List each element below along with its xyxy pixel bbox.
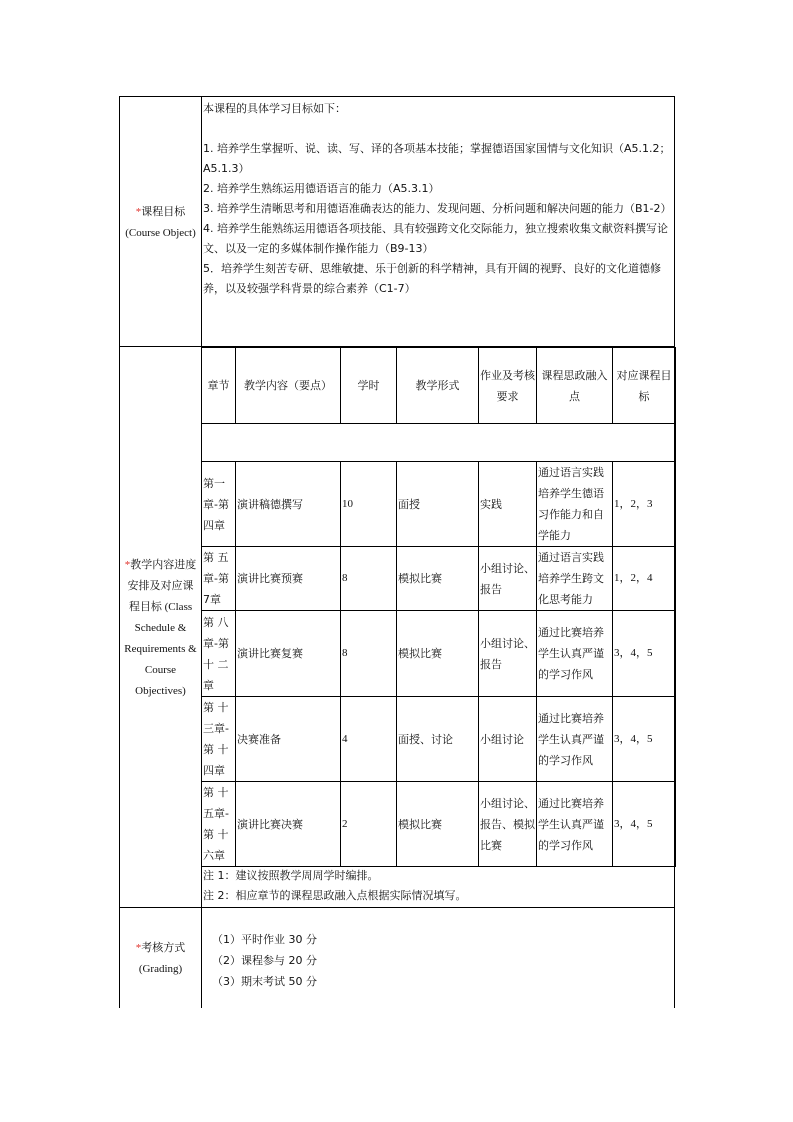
content-cell: 决赛准备 bbox=[236, 697, 341, 782]
header-hours: 学时 bbox=[341, 348, 397, 424]
grading-label bbox=[120, 938, 201, 980]
schedule-label-line: 程目标 (Class bbox=[128, 601, 193, 613]
schedule-label-line: Schedule & bbox=[134, 622, 187, 634]
objective-item: 1. 培养学生掌握听、说、读、写、译的各项基本技能；掌握德语国家国情与文化知识（A5.1.2；A5.1.3） bbox=[203, 142, 671, 175]
objectives-block bbox=[203, 99, 673, 299]
required-star: * bbox=[135, 942, 142, 954]
goals-cell: 1，2，4 bbox=[613, 547, 676, 611]
schedule-notes bbox=[203, 866, 467, 906]
schedule-label-line: 教学内容进度 bbox=[130, 559, 197, 571]
objective-item: 3. 培养学生清晰思考和用德语准确表达的能力、发现问题、分析问题和解决问题的能力（B1-2） bbox=[203, 202, 672, 215]
schedule-label-line: Requirements & bbox=[124, 643, 197, 655]
chapter-cell: 第 十五章-第 十六章 bbox=[202, 782, 236, 867]
grading-item: （2）课程参与 20 分 bbox=[212, 954, 317, 967]
objectives-label-title: 课程目标 bbox=[141, 206, 186, 218]
form-cell: 面授 bbox=[397, 462, 479, 547]
schedule-label-line: Course bbox=[144, 664, 177, 676]
objectives-intro: 本课程的具体学习目标如下： bbox=[203, 102, 346, 115]
table-row bbox=[202, 462, 676, 547]
form-cell: 模拟比赛 bbox=[397, 782, 479, 867]
empty-cell bbox=[202, 424, 676, 462]
required-star: * bbox=[135, 206, 142, 218]
table-row bbox=[202, 611, 676, 697]
hours-cell: 8 bbox=[341, 611, 397, 697]
content-cell: 演讲比赛复赛 bbox=[236, 611, 341, 697]
required-star: * bbox=[124, 559, 131, 571]
hours-cell: 2 bbox=[341, 782, 397, 867]
hours-cell: 4 bbox=[341, 697, 397, 782]
grading-label-subtitle: (Grading) bbox=[138, 963, 183, 975]
header-content: 教学内容（要点） bbox=[236, 348, 341, 424]
form-cell: 面授、讨论 bbox=[397, 697, 479, 782]
content-cell: 演讲比赛预赛 bbox=[236, 547, 341, 611]
note-line: 注 1：建议按照教学周周学时编排。 bbox=[203, 869, 379, 882]
header-form: 教学形式 bbox=[397, 348, 479, 424]
homework-cell: 小组讨论、报告、模拟比赛 bbox=[479, 782, 537, 867]
schedule-label bbox=[120, 555, 201, 702]
hours-cell: 10 bbox=[341, 462, 397, 547]
objective-item: 4. 培养学生能熟练运用德语各项技能、具有较强跨文化交际能力，独立搜索收集文献资料撰写论文、以及一定的多媒体制作操作能力（B9-13） bbox=[203, 222, 668, 255]
homework-cell: 小组讨论 bbox=[479, 697, 537, 782]
objectives-label-subtitle: (Course Object) bbox=[125, 227, 196, 239]
header-chapter: 章节 bbox=[202, 348, 236, 424]
form-cell: 模拟比赛 bbox=[397, 547, 479, 611]
goals-cell: 3，4，5 bbox=[613, 611, 676, 697]
header-ideology: 课程思政融入点 bbox=[537, 348, 613, 424]
objective-item: 2. 培养学生熟练运用德语语言的能力（A5.3.1） bbox=[203, 182, 440, 195]
table-row bbox=[202, 547, 676, 611]
schedule-bottom-line bbox=[119, 907, 675, 908]
header-goals: 对应课程目标 bbox=[613, 348, 676, 424]
table-row bbox=[202, 782, 676, 867]
grading-block bbox=[212, 929, 317, 992]
frame-top-line bbox=[119, 96, 675, 97]
ideology-cell: 通过语言实践培养学生跨文化思考能力 bbox=[537, 547, 613, 611]
schedule-label-line: 安排及对应课 bbox=[127, 580, 194, 592]
grading-label-title: 考核方式 bbox=[141, 942, 186, 954]
header-homework: 作业及考核要求 bbox=[479, 348, 537, 424]
grading-item: （3）期末考试 50 分 bbox=[212, 975, 317, 988]
form-cell: 模拟比赛 bbox=[397, 611, 479, 697]
content-cell: 演讲比赛决赛 bbox=[236, 782, 341, 867]
content-cell: 演讲稿德撰写 bbox=[236, 462, 341, 547]
hours-cell: 8 bbox=[341, 547, 397, 611]
grading-item: （1）平时作业 30 分 bbox=[212, 933, 317, 946]
ideology-cell: 通过比赛培养学生认真严谨的学习作风 bbox=[537, 611, 613, 697]
table-header-row bbox=[202, 348, 676, 424]
table-row bbox=[202, 697, 676, 782]
goals-cell: 3，4，5 bbox=[613, 782, 676, 867]
ideology-cell: 通过比赛培养学生认真严谨的学习作风 bbox=[537, 782, 613, 867]
ideology-cell: 通过语言实践培养学生德语习作能力和自学能力 bbox=[537, 462, 613, 547]
homework-cell: 小组讨论、报告 bbox=[479, 547, 537, 611]
ideology-cell: 通过比赛培养学生认真严谨的学习作风 bbox=[537, 697, 613, 782]
schedule-table bbox=[201, 347, 676, 867]
objective-item: 5．培养学生刻苦专研、思维敏捷、乐于创新的科学精神，具有开阔的视野、良好的文化道德修养，以及较强学科背景的综合素养（C1-7） bbox=[203, 262, 661, 295]
chapter-cell: 第 八章-第十 二章 bbox=[202, 611, 236, 697]
note-line: 注 2：相应章节的课程思政融入点根据实际情况填写。 bbox=[203, 889, 467, 902]
homework-cell: 小组讨论、报告 bbox=[479, 611, 537, 697]
empty-row bbox=[202, 424, 676, 462]
goals-cell: 3，4，5 bbox=[613, 697, 676, 782]
objectives-label bbox=[120, 202, 201, 244]
chapter-cell: 第 十三章-第 十四章 bbox=[202, 697, 236, 782]
goals-cell: 1，2，3 bbox=[613, 462, 676, 547]
chapter-cell: 第一章-第四章 bbox=[202, 462, 236, 547]
chapter-cell: 第 五章-第7章 bbox=[202, 547, 236, 611]
homework-cell: 实践 bbox=[479, 462, 537, 547]
schedule-label-line: Objectives) bbox=[135, 685, 186, 697]
